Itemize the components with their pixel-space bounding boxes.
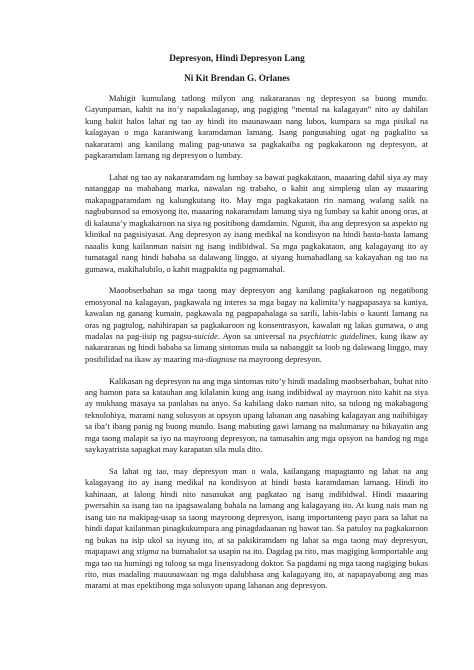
italic-term: stigma [136,546,159,557]
paragraph [85,285,428,365]
text-run: Mahigit kumulang tatlong milyon ang nakararanas ng depresyon sa buong mundo. Gayunpaman, kahit na ito’y napakalaganap, ang pagiging “mental na kalagayan” nito ay dahilan kung bakit halos lahat ng tao ay hindi ito maunawaan nang lubos, kumpara sa mga pisikal na kalagayan o mga karaniwang karamdaman lamang. Isang pangunahing ugat ng pagkalito sa nakararami ang kanilang maling pag-unawa sa pagkakaiba ng pagkakaroon ng depresyon, at pagkaramdam lamang ng depresyon o lumbay. [85,93,428,161]
paragraph [85,172,428,275]
text-run: , kung ikaw ay nakararanas ng hindi bababa sa limang sintomas mula sa nabanggit sa loob ng dalawang linggo, may posibilidad na ikaw ay maaring ma- [85,330,428,364]
italic-term: psychiatric guidelines [299,330,375,341]
paragraph [85,376,428,456]
text-run: Lahat ng tao ay nakararamdam ng lumbay sa bawat pagkakataon, maaaring dahil siya ay may natanggap na mababang marka, nawalan ng trabaho, o kahit ang simpleng ulan ay maaaring makapagparamdam ng kalungkutang ito. May mga pagkakataon rin namang walang salik na nagbubunsod sa emosyong ito, maaaring nakaramdam lamang siya ng lumbay sa kahit anong oras, at di kalauna’y magkakaroon na siya ng positibong damdamin. Ngunit, iba ang depresyon sa aspekto ng klinikal na pagsisiyasat. Ang depresyon ay isang medikal na kondisyon na hindi basta-basta lamang naaalis kung kailanman naisin ng isang indibidwal. Sa mga pagkakataon, ang kalagayang ito ay tumatagal nang hindi bababa sa dalawang linggo, at siyang humahadlang sa kakayahan ng tao na gumawa, makihalubilo, o kahit magpakita ng pagmamahal. [85,171,428,274]
text-run: Maoobserbahan sa mga taong may depresyon ang kanilang pagkakaroon ng negatibong emosyonal na kalagayan, pagkawala ng interes sa mga bagay na kalimita’y nagpapasaya sa kaniya, kawalan ng ganang kumain, pagkawala ng pagpapahalaga sa sarili, labis-labis o kaunti lamang na oras ng pagtulog, nahihirapan sa pagkakaroon ng konsentrasyon, kawalan ng lakas gumawa, o ang madalas na pag-iisip ng pagsu- [85,285,428,341]
paragraph [85,93,428,162]
text-run: Sa lahat ng tao, may depresyon man o wala, kailangang mapagtanto ng lahat na ang kalagayang ito ay isang medikal na kondisyon at hindi basta karamdaman lamang. Hindi ito kahinaan, at lalong hindi nito nasusukat ang pagkatao ng isang indibidwal. Hindi maaaring pwersahin sa isang tao na ipagsawalang bahala na lamang ang kalagayang ito. At kung nais man ng isang tao na makipag-usap sa taong mayroong depresyon, isang importanteng payo para sa lahat na hindi dapat kailanman pinagkukumpara ang pinagdadaanan ng bawat tao. Sa patuloy na pagkakaroon ng bukas na isip ukol sa isyung ito, at sa pakikiramdam ng lahat sa mga taong may depresyon, mapapawi ang [85,465,428,557]
italic-term: diagnose [206,353,237,364]
text-run: . Ayon sa universal na [217,330,300,341]
document-title: Depresyon, Hindi Depresyon Lang [169,53,305,63]
paragraph [85,466,428,592]
text-run: na mayroong depresyon. [236,353,322,364]
text-run: na bumabalot sa usapin na ito. Dagdag pa rito, mas magiging komportable ang mga tao na humingi ng tulong sa mga lisensyadong doktor. Sa pagdami ng mga taong nagiging bukas rito, mas madaling mauunawaan ng mga dalubhasa ang kalagayang ito, at napapayabong ang mas marami at mas epektibong mga solusyon upang labanan ang depresyon. [85,546,429,591]
document-author: Ni Kit Brendan G. Orlanes [184,73,290,83]
text-run: Kalikasan ng depresyon na ang mga sintomas nito’y hindi madaling maobserbahan, buhat nito ang hamon para sa katauhan ang kilalanin kung ang isang indibidwal ay mayroon nito kahit na siya ay mukhang masaya sa panlabas na anyo. Sa kabilang dako naman nito, sa tulong ng makabagong teknolohiya, marami nang solusyon at opsyon upang labanan ang nasabing kalagayan ang naibibigay sa iba’t ibang panig ng buong mundo. Isang mabuting gawi lamang na malumanay na hikayatin ang mga taong malapit sa iyo na mayroong depresyon, na tamasahin ang mga opsyon na handog ng mga saykayatrista sapagkat may karapatan sila mula dito. [85,375,428,455]
document-body [85,93,428,592]
italic-term: suicide [193,330,218,341]
